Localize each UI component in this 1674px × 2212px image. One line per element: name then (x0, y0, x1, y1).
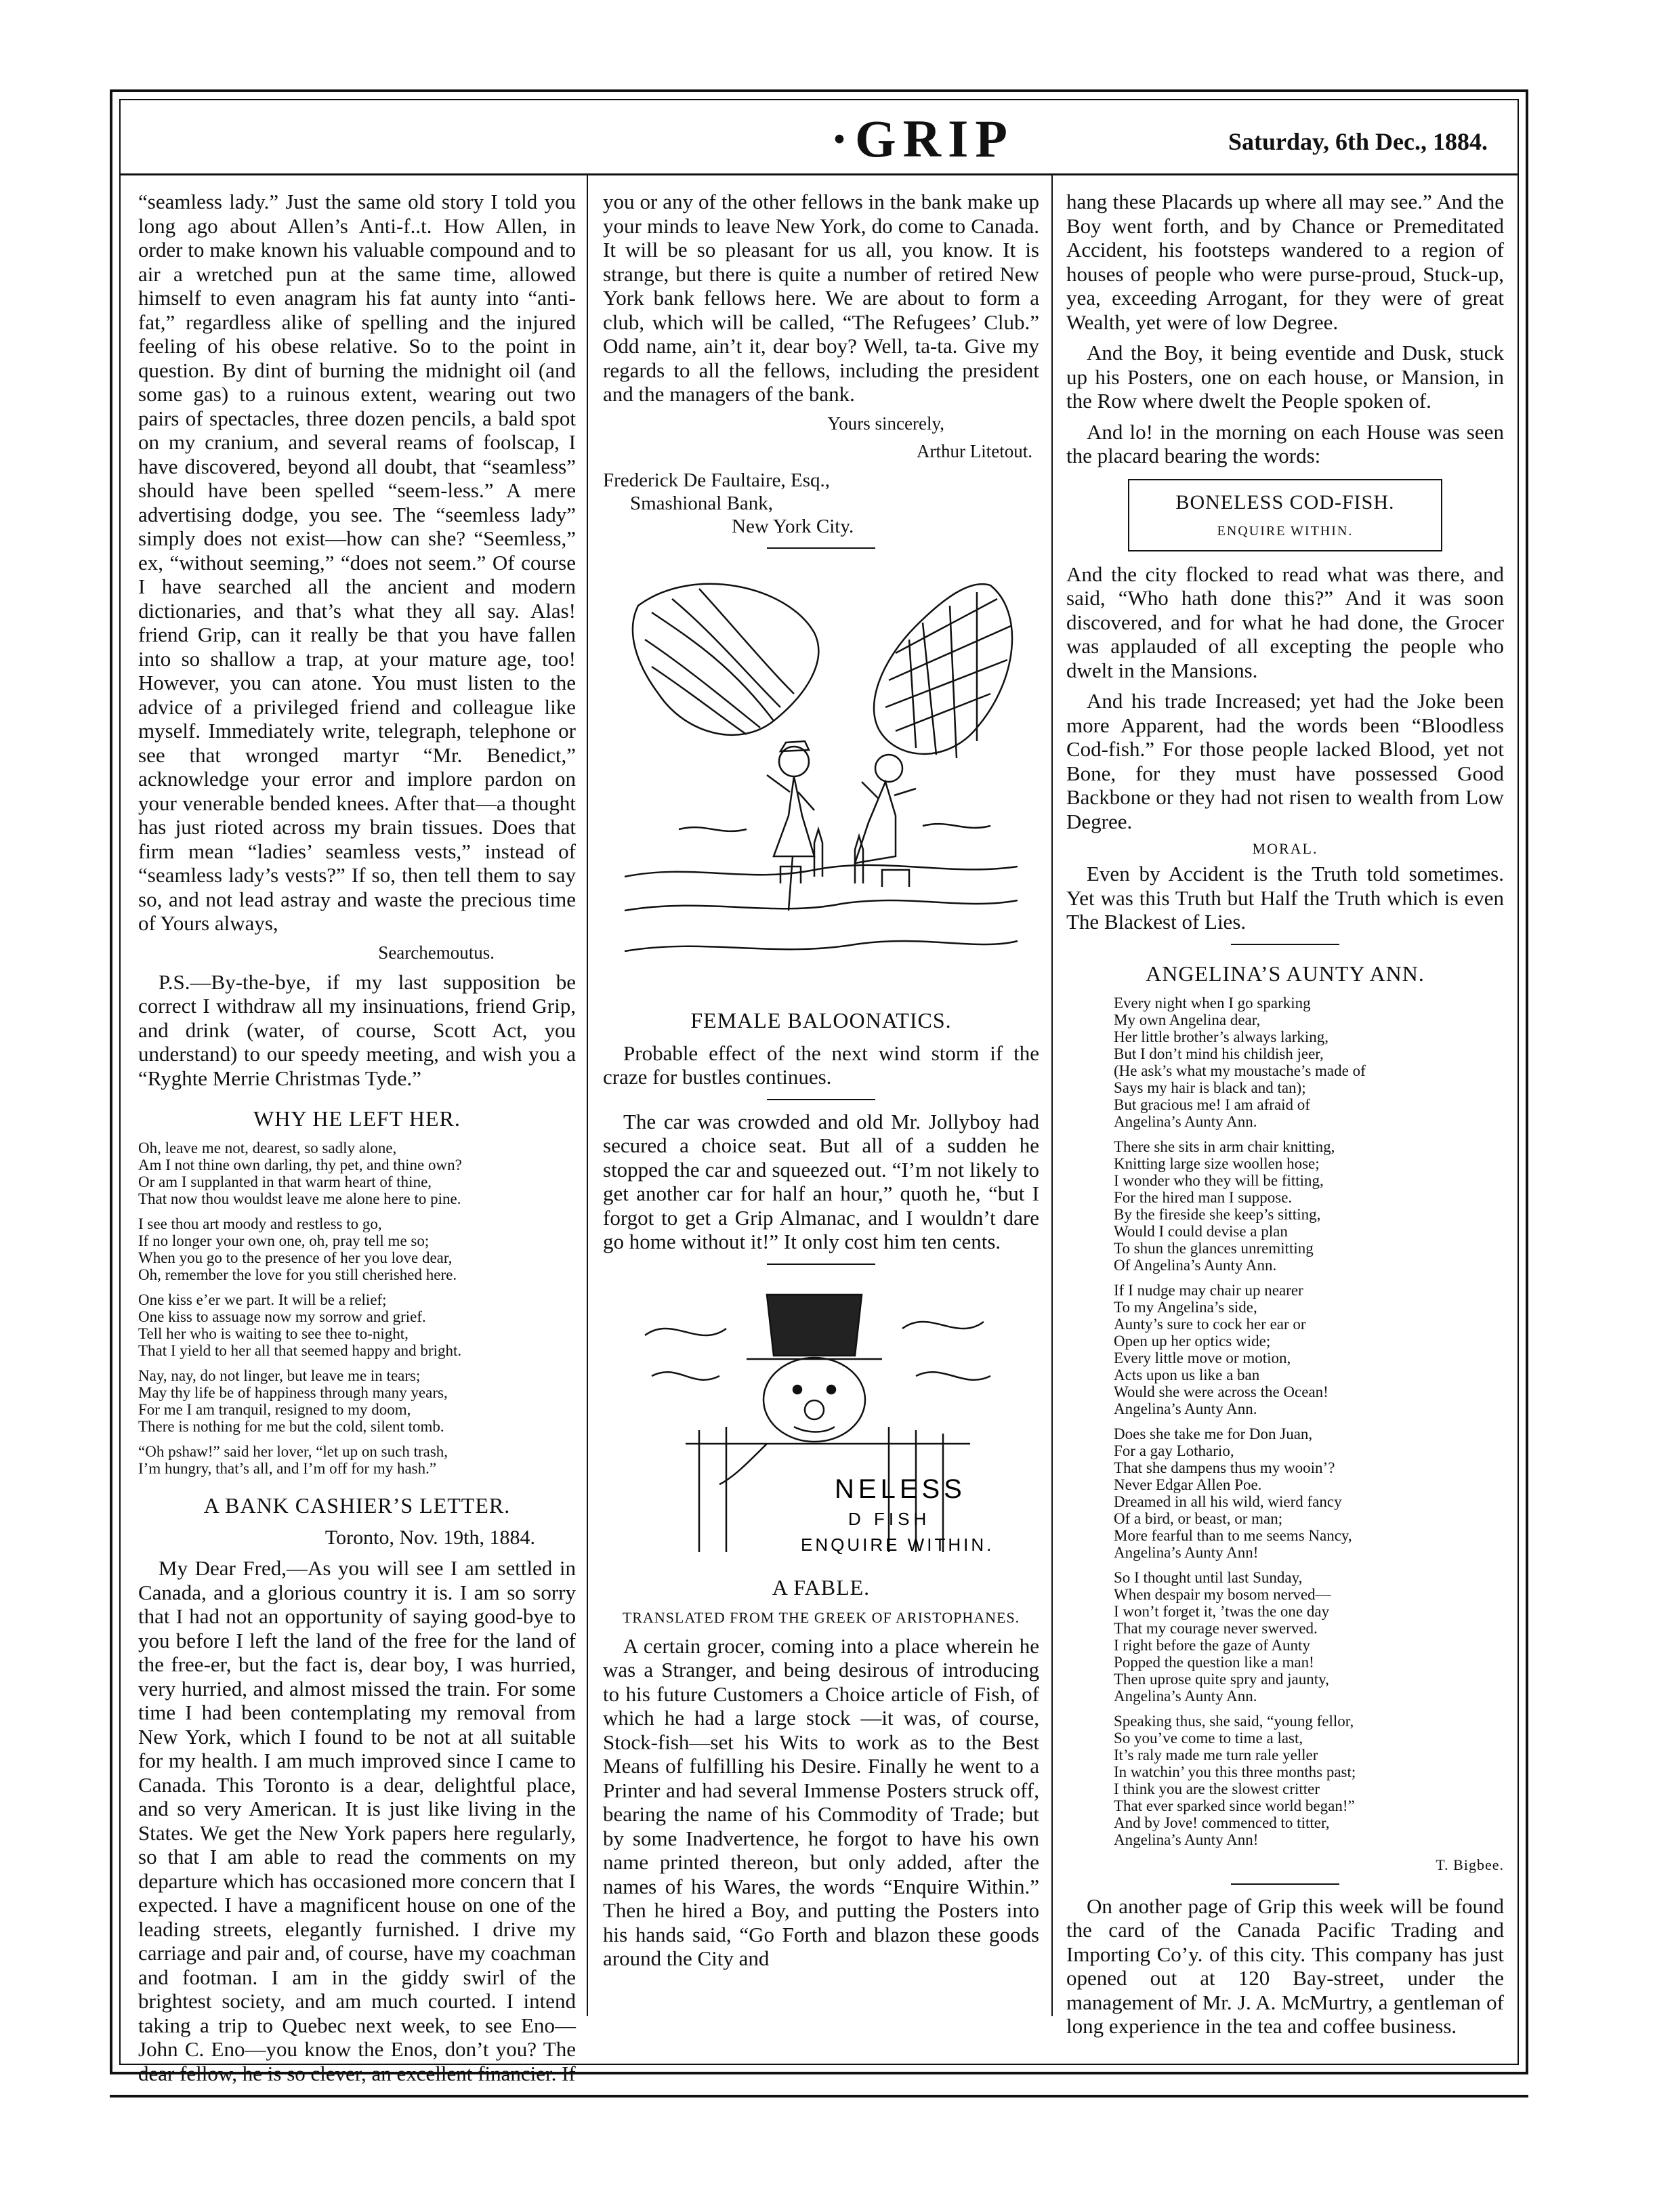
cashier-dateline: Toronto, Nov. 19th, 1884. (325, 1526, 535, 1549)
section-rule (767, 1264, 875, 1265)
address-line: Smashional Bank, (630, 492, 774, 514)
masthead-date: Saturday, 6th Dec., 1884. (1228, 128, 1488, 155)
masthead-rule (119, 173, 1519, 175)
cartoon2-sign-line: D FISH (848, 1508, 931, 1529)
poem2-stanza: There she sits in arm chair knitting, Knitting large size woollen hose; I wonder who they will be fitting, For the hired man I suppose. By the fireside she keep’s sitting, Would I could devise a plan To shun the glances unremitting Of Angelina’s Aunty Ann. (1114, 1138, 1335, 1274)
fable-subtitle: TRANSLATED FROM THE GREEK OF ARISTOPHANES. (622, 1608, 1020, 1626)
fable-continued: And the Boy, it being eventide and Dusk, stuck up his Posters, one on each house, or Mansion, in the Row where dwelt the People spoken of. (1066, 341, 1504, 413)
address-line: Frederick De Faultaire, Esq., (603, 469, 831, 491)
section-rule (767, 547, 875, 549)
poem-stanza: Oh, leave me not, dearest, so sadly alone, Am I not thine own darling, thy pet, and thine own? Or am I supplanted in that warm heart of thine, That now thou wouldst leave me alone here to pine. (138, 1140, 462, 1207)
address-line: New York City. (732, 515, 854, 537)
poem2-stanza: If I nudge may chair up nearer To my Angelina’s side, Aunty’s sure to cock her ear or Open up her optics wide; Every little move or motion, Acts upon us like a ban Would she were across the Ocean! Angelina’s Aunty Ann. (1114, 1281, 1328, 1417)
address-block (603, 469, 1039, 538)
poem2-body (1066, 995, 1504, 1848)
placard-box (1128, 479, 1442, 551)
cartoon1-text: Probable effect of the next wind storm if the craze for bustles continues. (603, 1041, 1039, 1089)
fable-continued: hang these Placards up where all may see.” And the Boy went forth, and by Chance or Premeditated Accident, his footsteps wandered to a region of houses of people who were purse-proud, Stuck-up, yea, exceeding Arrogant, for they were of great Wealth, yet were of low Degree. (1066, 190, 1504, 334)
poem2-title: ANGELINA’S AUNTY ANN. (1146, 961, 1425, 986)
section-rule (767, 1099, 875, 1100)
poem-stanza: I see thou art moody and restless to go, If no longer your own one, oh, pray tell me so; When you go to the presence of her you love dear, Oh, remember the love for you still cherished here. (138, 1215, 457, 1283)
masthead-title: ·GRIP (831, 109, 1015, 168)
placard-line: ENQUIRE WITHIN. (1217, 523, 1354, 539)
cashier-letter-title: A BANK CASHIER’S LETTER. (203, 1493, 511, 1518)
fable-continued: And lo! in the morning on each House was seen the placard bearing the words: (1066, 419, 1504, 467)
section-rule (1231, 1883, 1339, 1885)
grip-notice: On another page of Grip this week will be found the card of the Canada Pacific Trading and Importing Co’y. of this city. This company has just opened out at 120 Bay-street, under the management of Mr. J. A. McMurtry, a gentleman of long experience in the tea and coffee business. (1066, 1894, 1504, 2038)
poem-stanza: “Oh pshaw!” said her lover, “let up on such trash, I’m hungry, that’s all, and I’m off for my hash.” (138, 1443, 448, 1477)
moral-label: MORAL. (1252, 840, 1318, 857)
postscript: P.S.—By-the-bye, if my last supposition be correct I withdraw all my insinuations, friend Grip, and drink (water, of course, Scott Act, you understand) to our speedy meeting, and wish you a “Ryghte Merrie Christmas Tyde.” (138, 969, 576, 1090)
letter-signature: Searchemoutus. (378, 942, 495, 963)
letter-paragraph: “seamless lady.” Just the same old story I told you long ago about Allen’s Anti-f..t. How Allen, in order to make known his valuable compound and to air a wretched pun at the same time, allowed himself to even anagram his fat aunty into “anti-fat,” regardless alike of spelling and the injured feeling of his obese relative. So to the point in question. By dint of burning the midnight oil (and some gas) to a ruinous extent, wearing out two pairs of spectacles, three dozen pencils, a bald spot on my cranium, and several reams of foolscap, I have discovered, beyond all doubt, that “seamless” should have been spelled “seem-less.” A mere advertising dodge, you see. The “seemless lady” simply does not exist—how can she? “Seemless,” ex, “without seeming,” “does not seem.” Of course I have searched all the ancient and modern dictionaries, and that’s what they all say. Alas! friend Grip, can it really be that you have fallen into so shallow a trap, at your mature age, too! However, you can atone. You must listen to the advice of a privileged friend and colleague like myself. Immediately write, telegraph, telephone or see that wronged martyr “Mr. Benedict,” acknowledge your error and implore pardon on your venerable bended knees. After that—a thought has just rioted across my brain tissues. Does that firm mean “ladies’ seamless vests,” instead of “seamless lady’s vests?” If so, then tell them to say so, and not lead astray and waste the precious time of Yours always, (138, 190, 576, 935)
poem2-stanza: Speaking thus, she said, “young fellor, So you’ve come to time a last, It’s raly made me turn rale yeller In watchin’ you this three months past; I think you are the slowest critter That ever sparked since world began!” And by Jove! commenced to titter, Angelina’s Aunty Ann! (1114, 1712, 1356, 1848)
fable-cartoon (631, 1274, 1011, 1559)
poem-stanza: Nay, nay, do not linger, but leave me in tears; May thy life be of happiness through many years, For me I am tranquil, resigned to my doom, There is nothing for me but the cold, silent tomb. (138, 1367, 448, 1435)
fable-title: A FABLE. (772, 1574, 871, 1600)
cartoon2-sign-line: NELESS (835, 1474, 966, 1504)
column-rule-2 (1051, 173, 1053, 2016)
cartoon1-caption: FEMALE BALOONATICS. (690, 1007, 952, 1032)
cashier-letter-text: My Dear Fred,—As you will see I am settled in Canada, and a glorious country it is. I am so sorry that I had not an opportunity of saying good-bye to you before I left the land of the free for the land of the free-er, but the fact is, dear boy, I was hurried, very hurried, and almost missed the train. For some time I had been contemplating my removal from New York, which I found to be not at all suitable for my health. I am much improved since I came to Canada. This Toronto is a dear, delightful place, and so very American. It is just like living in the States. We get the New York papers here regularly, so that I am able to read the comments on my departure which has occasioned more concern that I expected. I have a magnificent house on one of the leading streets, elegantly furnished. I drive my carriage and pair and, of course, have my coachman and footman. I am in the giddy swirl of the brightest society, and am much courted. I intend taking a trip to Quebec next week, to see Eno—John C. Eno—you know the Enos, don’t you? The dear fellow, he is so clever, an excellent financier. If (138, 1556, 576, 2085)
poem-stanza: One kiss e’er we part. It will be a relief; One kiss to assuage now my sorrow and grief. Tell her who is waiting to see thee to-night, That I yield to her all that seemed happy and bright. (138, 1291, 462, 1359)
poem2-signature: T. Bigbee. (1436, 1856, 1504, 1873)
fable-continued: And the city flocked to read what was there, and said, “Who hath done this?” And it was soon discovered, and for what he had done, the Grocer was applauded of all excepting the people who dwelt in the Mansions. (1066, 562, 1504, 682)
poem2-stanza: Does she take me for Don Juan, For a gay Lothario, That she dampens thus my wooin’? Never Edgar Allen Poe. Dreamed in all his wild, wierd fancy Of a bird, or beast, or man; More fearful than to me seems Nancy, Angelina’s Aunty Ann! (1114, 1425, 1352, 1561)
cashier-signature: Arthur Litetout. (917, 440, 1032, 461)
female-baloonatics-cartoon (611, 558, 1031, 992)
column-1 (138, 190, 576, 2085)
moral-text: Even by Accident is the Truth told sometimes. Yet was this Truth but Half the Truth which is even The Blackest of Lies. (1066, 862, 1504, 934)
jollyboy-text: The car was crowded and old Mr. Jollyboy had secured a choice seat. But all of a sudden he stopped the car and squeezed out. “I’m not likely to get another car for half an hour,” quoth he, “but I forgot to get a Grip Almanac, and I wouldn’t dare go home without it!” It only cost him ten cents. (603, 1109, 1039, 1253)
cashier-letter-continued: you or any of the other fellows in the bank make up your minds to leave New York, do come to Canada. It will be so pleasant for us all, you know. It is strange, but there is quite a number of retired New York bank fellows here. We are about to form a club, which will be called, “The Refugees’ Club.” Odd name, ain’t it, dear boy? Well, ta-ta. Give my regards to all the fellows, including the president and the managers of the bank. (603, 190, 1039, 406)
fable-text: A certain grocer, coming into a place wherein he was a Stranger, and being desirous of introducing to his future Customers a Choice article of Fish, of which he had a large stock —it was, of course, Stock-fish—set his Wits to work as to the Best Means of fulfilling his Desire. Finally he went to a Printer and had several Immense Posters struck off, bearing the name of his Commodity of Trade; but by some Inadvertence, he forgot to have his own name printed thereon, but only added, after the names of his Wares, the words “Enquire Within.” Then he hired a Boy, and putting the Posters into his hands said, “Go Forth and blazon these goods around the City and (603, 1633, 1039, 1970)
poem-title: WHY HE LEFT HER. (253, 1106, 461, 1131)
section-rule (1231, 944, 1339, 945)
poem2-stanza: Every night when I go sparking My own Angelina dear, Her little brother’s always larking, But I don’t mind his childish jeer, (He ask’s what my moustache’s made of Says my hair is black and tan); But gracious me! I am afraid of Angelina’s Aunty Ann. (1114, 994, 1366, 1130)
fable-continued: And his trade Increased; yet had the Joke been more Apparent, had the words been “Bloodless Cod-fish.” For those people lacked Blood, yet not Bone, for they must have possessed Good Backbone or they had not risen to wealth from Low Degree. (1066, 689, 1504, 833)
poem-body (138, 1140, 576, 1477)
column-rule-1 (587, 173, 588, 2016)
bottom-rule (110, 2095, 1528, 2098)
masthead (119, 99, 1519, 173)
poem2-stanza: So I thought until last Sunday, When despair my bosom nerved— I won’t forget it, ’twas the one day That my courage never swerved. I right before the gaze of Aunty Popped the question like a man! Then uprose quite spry and jaunty, Angelina’s Aunty Ann. (1114, 1568, 1331, 1705)
placard-line: BONELESS COD-FISH. (1175, 491, 1395, 514)
cartoon2-sign-line: ENQUIRE WITHIN. (801, 1534, 995, 1555)
column-2 (603, 190, 1039, 2019)
column-3 (1066, 190, 1504, 2038)
cashier-closing: Yours sincerely, (827, 413, 944, 434)
